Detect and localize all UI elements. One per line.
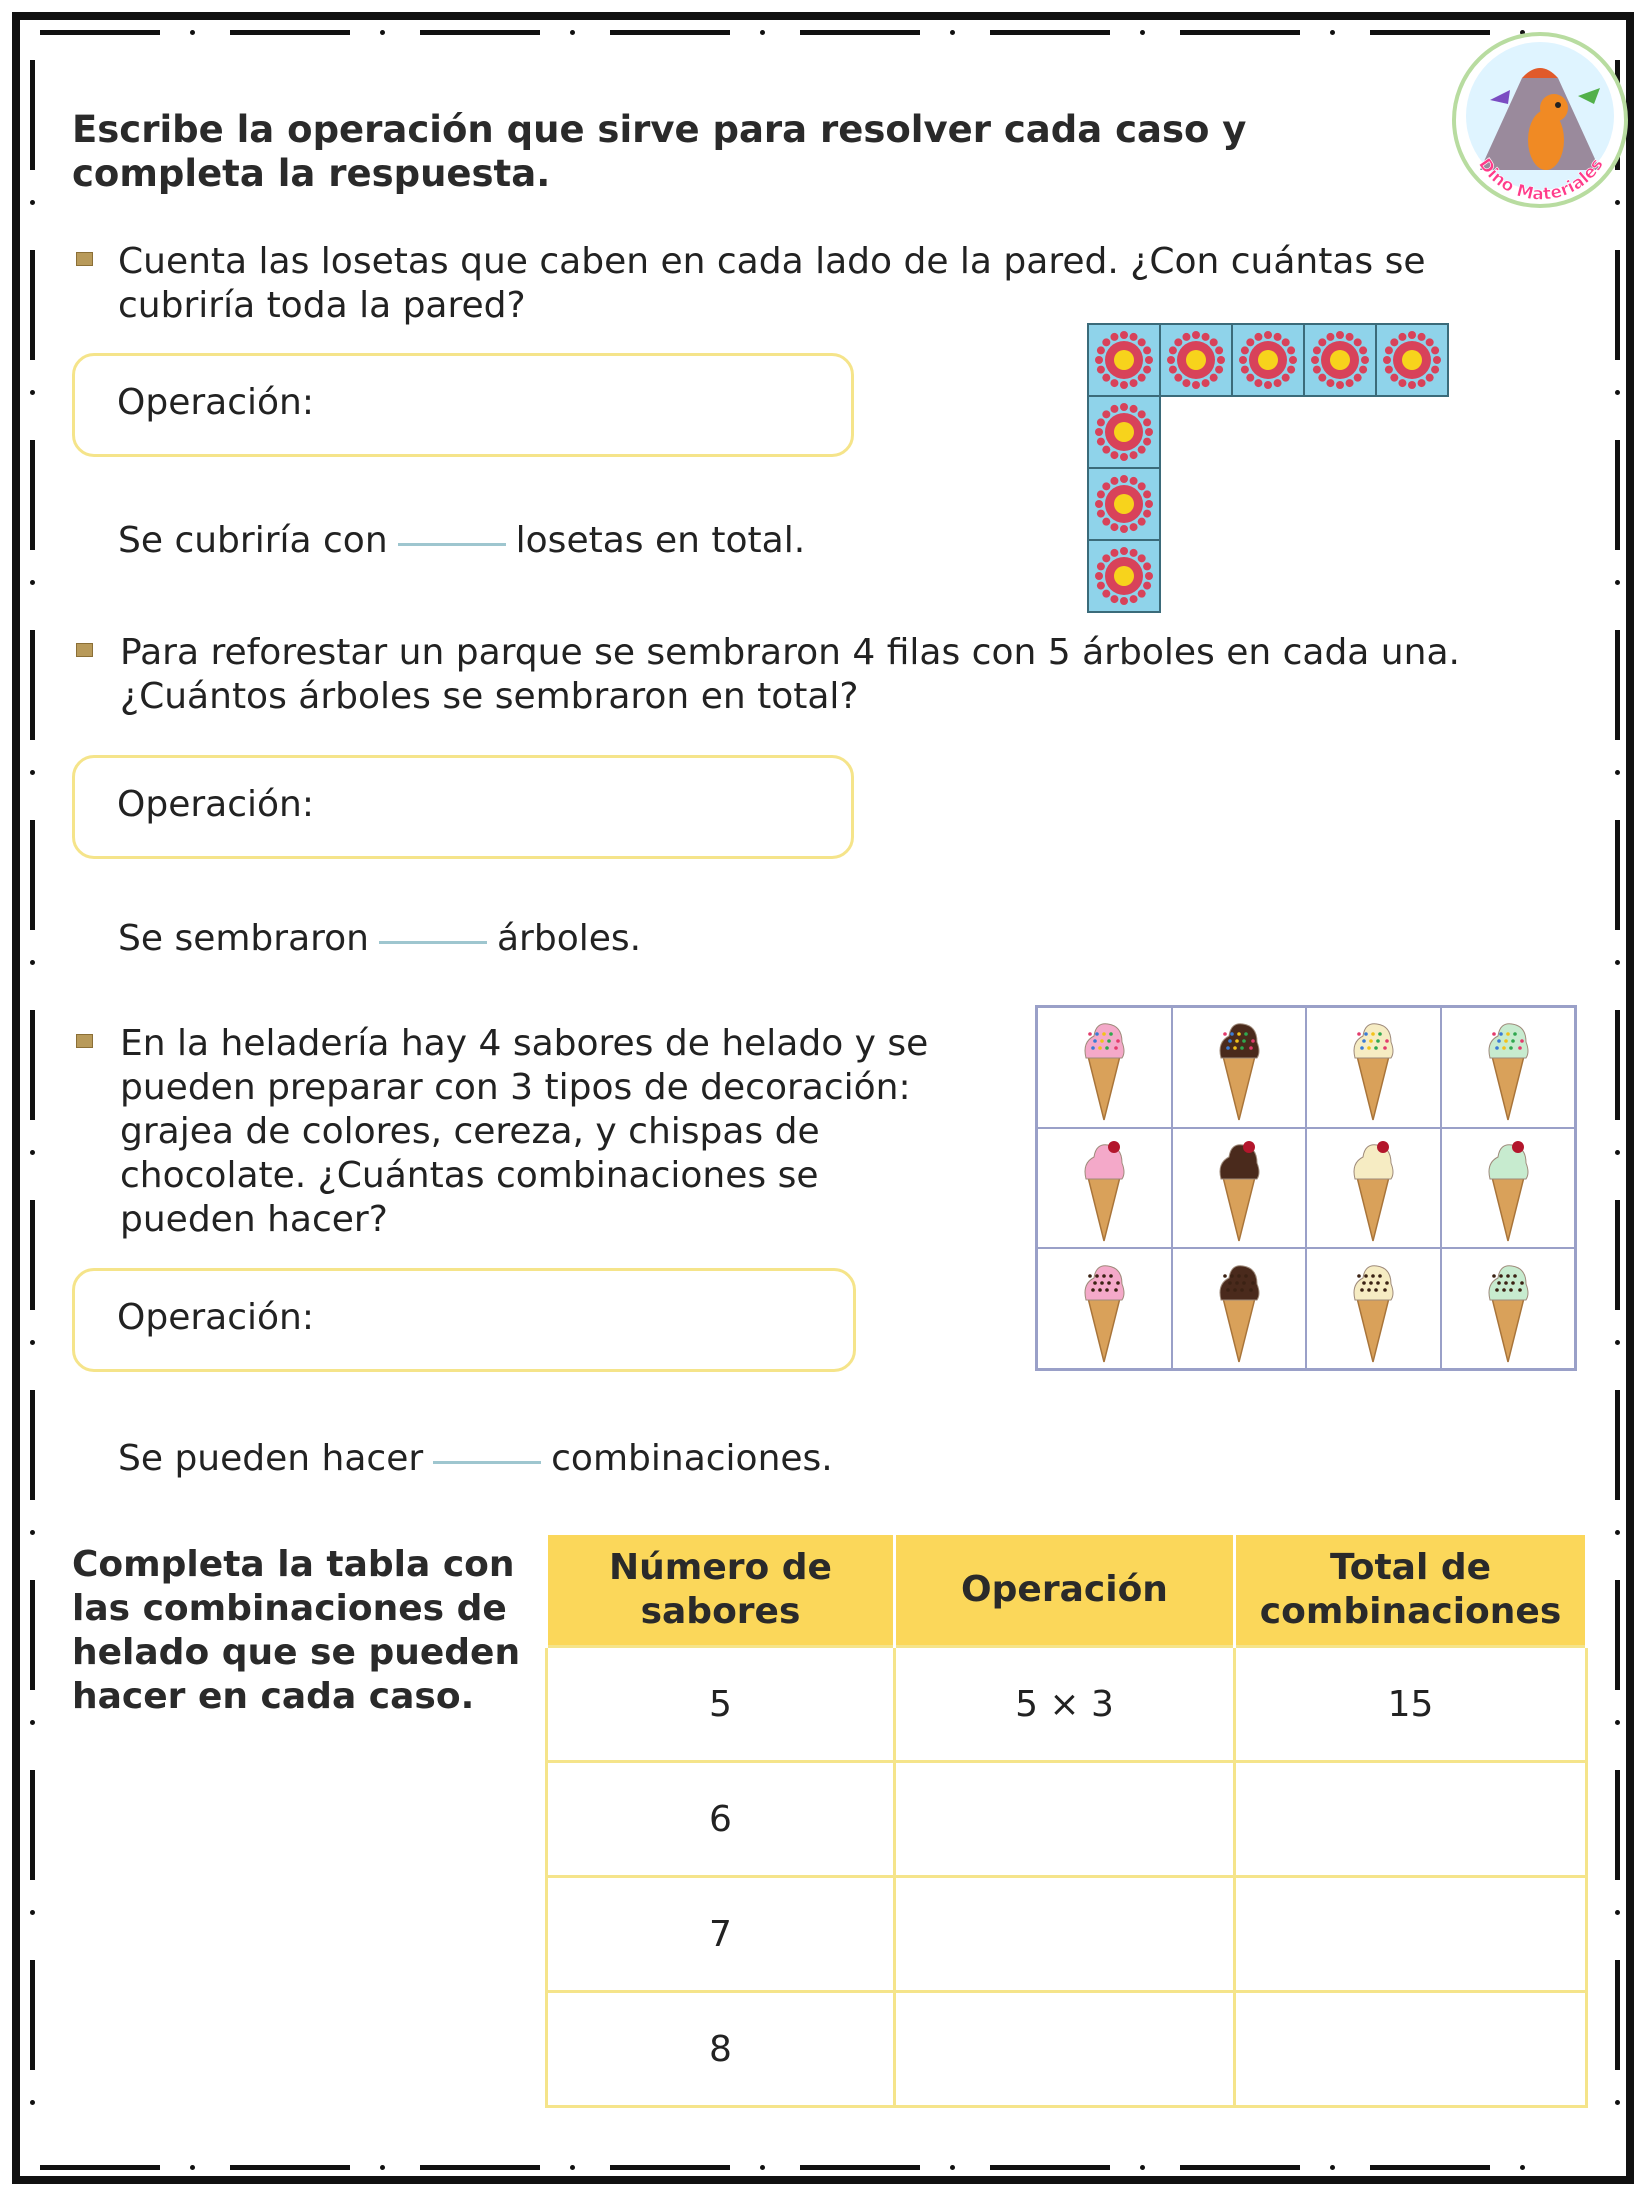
border-dash: [230, 2165, 350, 2170]
border-dash: [1180, 2165, 1300, 2170]
border-dash: [1370, 2165, 1490, 2170]
floral-tile-icon: [1088, 540, 1160, 612]
border-dot: [1615, 1340, 1620, 1345]
border-dash: [1180, 30, 1300, 35]
operation-label: Operación:: [117, 382, 314, 423]
ice-cream-cell: [1037, 1128, 1172, 1249]
svg-text:Dino Materiales: Dino Materiales: [1474, 154, 1608, 205]
ice-cream-cone-icon: [1345, 1012, 1401, 1122]
border-dash: [30, 1580, 35, 1690]
border-dash: [420, 2165, 540, 2170]
border-dash: [1615, 630, 1620, 740]
cell-operation[interactable]: [895, 1762, 1235, 1877]
border-dot: [1140, 30, 1145, 35]
combinations-table: [545, 1535, 1588, 2108]
border-dot: [1615, 1720, 1620, 1725]
cell-total: 15: [1235, 1647, 1587, 1762]
cell-flavors: 8: [547, 1992, 895, 2107]
ice-cream-cone-icon: [1076, 1254, 1132, 1364]
border-dot: [760, 30, 765, 35]
header-flavors: Número de sabores: [547, 1535, 895, 1647]
border-dot: [1615, 1910, 1620, 1915]
ice-cream-cell: [1037, 1248, 1172, 1369]
table-row: [547, 1647, 1587, 1762]
border-dot: [30, 1340, 35, 1345]
border-dash: [30, 1960, 35, 2070]
border-dash: [420, 30, 540, 35]
ice-cream-cell: [1172, 1007, 1307, 1128]
ice-cream-cell: [1441, 1007, 1576, 1128]
border-dash: [1615, 1390, 1620, 1500]
border-dash: [1615, 250, 1620, 360]
table-row: [547, 1877, 1587, 1992]
ice-cream-cone-icon: [1211, 1254, 1267, 1364]
floral-tile-icon: [1088, 396, 1160, 468]
answer-blank-2[interactable]: [379, 941, 487, 944]
header-operation: Operación: [895, 1535, 1235, 1647]
ice-cream-cone-icon: [1211, 1012, 1267, 1122]
border-dash: [30, 440, 35, 550]
border-dot: [1615, 770, 1620, 775]
problem-1-answer: Se cubriría con losetas en total.: [118, 520, 806, 561]
border-dash: [30, 60, 35, 170]
border-dash: [990, 2165, 1110, 2170]
table-instruction: Completa la tabla con las combinaciones de helado que se pueden hacer en cada caso.: [72, 1544, 521, 1717]
ice-cream-cell: [1306, 1248, 1441, 1369]
floral-tile-icon: [1160, 324, 1232, 396]
ice-cream-cone-icon: [1345, 1133, 1401, 1243]
border-dash: [1615, 1960, 1620, 2070]
border-dot: [30, 390, 35, 395]
border-dot: [1615, 1530, 1620, 1535]
border-dash: [30, 1200, 35, 1310]
border-dash: [1615, 1010, 1620, 1120]
ice-cream-cone-icon: [1480, 1254, 1536, 1364]
border-dot: [1615, 960, 1620, 965]
border-dash: [800, 30, 920, 35]
cell-flavors: 6: [547, 1762, 895, 1877]
cell-operation[interactable]: [895, 1877, 1235, 1992]
border-dot: [30, 1910, 35, 1915]
border-dot: [30, 200, 35, 205]
ice-cream-cone-icon: [1076, 1133, 1132, 1243]
border-dot: [30, 1530, 35, 1535]
border-dot: [1330, 30, 1335, 35]
problem-3-question: En la heladería hay 4 sabores de helado y se pueden preparar con 3 tipos de decoración: grajea de colores, cereza, y chispas de chocolate. ¿Cuántas combinaciones se pueden hacer?: [120, 1023, 929, 1240]
floral-tile-icon: [1088, 324, 1160, 396]
ice-cream-cell: [1306, 1128, 1441, 1249]
ice-cream-cone-icon: [1076, 1012, 1132, 1122]
border-dot: [1615, 390, 1620, 395]
border-dot: [570, 30, 575, 35]
border-dash: [30, 1010, 35, 1120]
floral-tile-icon: [1304, 324, 1376, 396]
border-dot: [30, 960, 35, 965]
dino-materiales-logo: [1450, 30, 1630, 210]
border-dash: [30, 630, 35, 740]
border-dot: [1140, 2165, 1145, 2170]
border-dot: [1615, 1150, 1620, 1155]
border-dash: [1615, 1770, 1620, 1880]
border-dot: [1615, 580, 1620, 585]
border-dot: [1520, 2165, 1525, 2170]
border-dash: [1615, 1580, 1620, 1690]
operation-label: Operación:: [117, 1297, 314, 1338]
cell-total[interactable]: [1235, 1992, 1587, 2107]
cell-operation: 5 × 3: [895, 1647, 1235, 1762]
border-dash: [30, 820, 35, 930]
problem-2-answer: Se sembraron árboles.: [118, 918, 642, 959]
tile-wall-figure: [1086, 322, 1450, 618]
border-dot: [380, 30, 385, 35]
cell-operation[interactable]: [895, 1992, 1235, 2107]
border-dash: [1615, 440, 1620, 550]
table-row: [547, 1762, 1587, 1877]
ice-cream-cone-icon: [1480, 1012, 1536, 1122]
problem-3-answer: Se pueden hacer combinaciones.: [118, 1438, 833, 1479]
problem-2-operation-box[interactable]: [72, 755, 854, 859]
problem-1-operation-box[interactable]: [72, 353, 854, 457]
cell-flavors: 5: [547, 1647, 895, 1762]
floral-tile-icon: [1376, 324, 1448, 396]
problem-3-operation-box[interactable]: [72, 1268, 856, 1372]
border-dash: [30, 250, 35, 360]
operation-label: Operación:: [117, 784, 314, 825]
cell-total[interactable]: [1235, 1762, 1587, 1877]
bullet-icon: [76, 252, 93, 266]
table-row: [547, 1992, 1587, 2107]
ice-cream-cone-icon: [1211, 1133, 1267, 1243]
bullet-icon: [76, 643, 93, 657]
bullet-icon: [76, 1034, 93, 1048]
table-header-row: [547, 1535, 1587, 1647]
border-dot: [30, 1150, 35, 1155]
border-dash: [30, 1390, 35, 1500]
border-dash: [610, 30, 730, 35]
border-dot: [380, 2165, 385, 2170]
border-dot: [1615, 2100, 1620, 2105]
border-dash: [990, 30, 1110, 35]
border-dot: [570, 2165, 575, 2170]
ice-cream-cone-icon: [1480, 1133, 1536, 1243]
header-total: Total de combinaciones: [1235, 1535, 1587, 1647]
problem-1-question: Cuenta las losetas que caben en cada lado de la pared. ¿Con cuántas se cubriría toda la pared?: [118, 241, 1426, 326]
floral-tile-icon: [1088, 468, 1160, 540]
border-dot: [30, 1720, 35, 1725]
border-dash: [610, 2165, 730, 2170]
border-dash: [800, 2165, 920, 2170]
ice-cream-cell: [1306, 1007, 1441, 1128]
border-dot: [1330, 2165, 1335, 2170]
floral-tile-icon: [1232, 324, 1304, 396]
ice-cream-cell: [1441, 1128, 1576, 1249]
border-dot: [30, 770, 35, 775]
border-dot: [190, 2165, 195, 2170]
ice-cream-cell: [1037, 1007, 1172, 1128]
problem-2-question: Para reforestar un parque se sembraron 4 filas con 5 árboles en cada una. ¿Cuántos árboles se sembraron en total?: [120, 632, 1460, 717]
answer-blank-1[interactable]: [398, 543, 506, 546]
border-dot: [30, 580, 35, 585]
border-dash: [40, 30, 160, 35]
border-dash: [1615, 1200, 1620, 1310]
border-dot: [950, 2165, 955, 2170]
ice-cream-cell: [1172, 1128, 1307, 1249]
ice-cream-cell: [1441, 1248, 1576, 1369]
instruction-text: Escribe la operación que sirve para resolver cada caso y completa la respuesta.: [72, 108, 1247, 195]
cell-total[interactable]: [1235, 1877, 1587, 1992]
border-dash: [30, 1770, 35, 1880]
tile-wall-svg: [1086, 322, 1450, 614]
border-dash: [1615, 820, 1620, 930]
border-dot: [760, 2165, 765, 2170]
border-dot: [950, 30, 955, 35]
border-dot: [190, 30, 195, 35]
cell-flavors: 7: [547, 1877, 895, 1992]
ice-cream-grid-figure: [1035, 1005, 1577, 1371]
border-dot: [30, 2100, 35, 2105]
ice-cream-cell: [1172, 1248, 1307, 1369]
ice-cream-cone-icon: [1345, 1254, 1401, 1364]
border-dash: [40, 2165, 160, 2170]
answer-blank-3[interactable]: [433, 1461, 541, 1464]
border-dash: [230, 30, 350, 35]
